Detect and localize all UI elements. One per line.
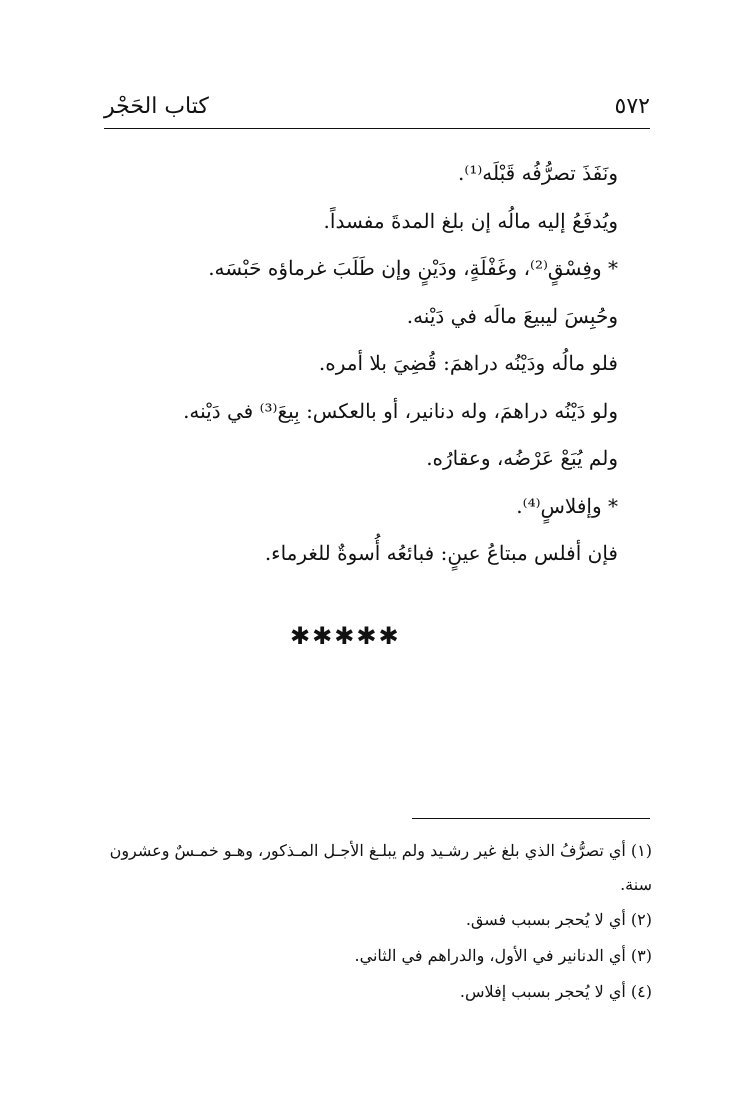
text-line: * وإفلاسٍ⁽⁴⁾. <box>516 493 618 518</box>
text-line: فإن أفلس مبتاعُ عينٍ: فبائعُه أُسوةٌ للغرماء. <box>264 541 618 565</box>
footnote-1: (١) أي تصرُّفُ الذي بلغ غير رشـيد ولم يبلـغ الأجـل المـذكور، وهـو خمـسٌ وعشرون سنة. <box>109 841 652 894</box>
page-header <box>104 92 650 126</box>
text-line: ويُدفَعُ إليه مالُه إن بلغ المدةَ مفسداً. <box>323 208 618 233</box>
text-line: وحُبِسَ ليبيعَ مالَه في دَيْنه. <box>406 303 618 328</box>
footnote-2: (٢) أي لا يُحجر بسبب فسق. <box>465 910 652 929</box>
text-line: فلو مالُه ودَيْنُه دراهمَ: قُضِيَ بلا أمره. <box>318 351 618 375</box>
text-line: * وفِسْقٍ⁽²⁾، وغَفْلَةٍ، ودَيْنٍ وإن طَلَبَ غرماؤه حَبْسَه. <box>208 256 618 280</box>
text-line: ولو دَيْنُه دراهمَ، وله دنانير، أو بالعكس: بِيعَ⁽³⁾ في دَيْنه. <box>183 398 618 423</box>
book-title: كتاب الحَجْر <box>104 94 209 119</box>
footnote-4: (٤) أي لا يُحجر بسبب إفلاس. <box>459 982 652 1001</box>
page-number: ٥٧٢ <box>614 94 650 119</box>
footnote-rule <box>412 818 650 819</box>
text-line: ولم يُبَعْ عَرْضُه، وعقارُه. <box>426 446 618 470</box>
main-text <box>140 150 618 578</box>
text-line: ونَفَذَ تصرُّفُه قَبْلَه⁽¹⁾. <box>458 161 618 185</box>
footnotes <box>78 834 652 1010</box>
footnote-3: (٣) أي الدنانير في الأول، والدراهم في الثاني. <box>354 946 652 965</box>
section-separator: ✱✱✱✱✱ <box>290 622 401 650</box>
header-rule <box>104 128 650 129</box>
